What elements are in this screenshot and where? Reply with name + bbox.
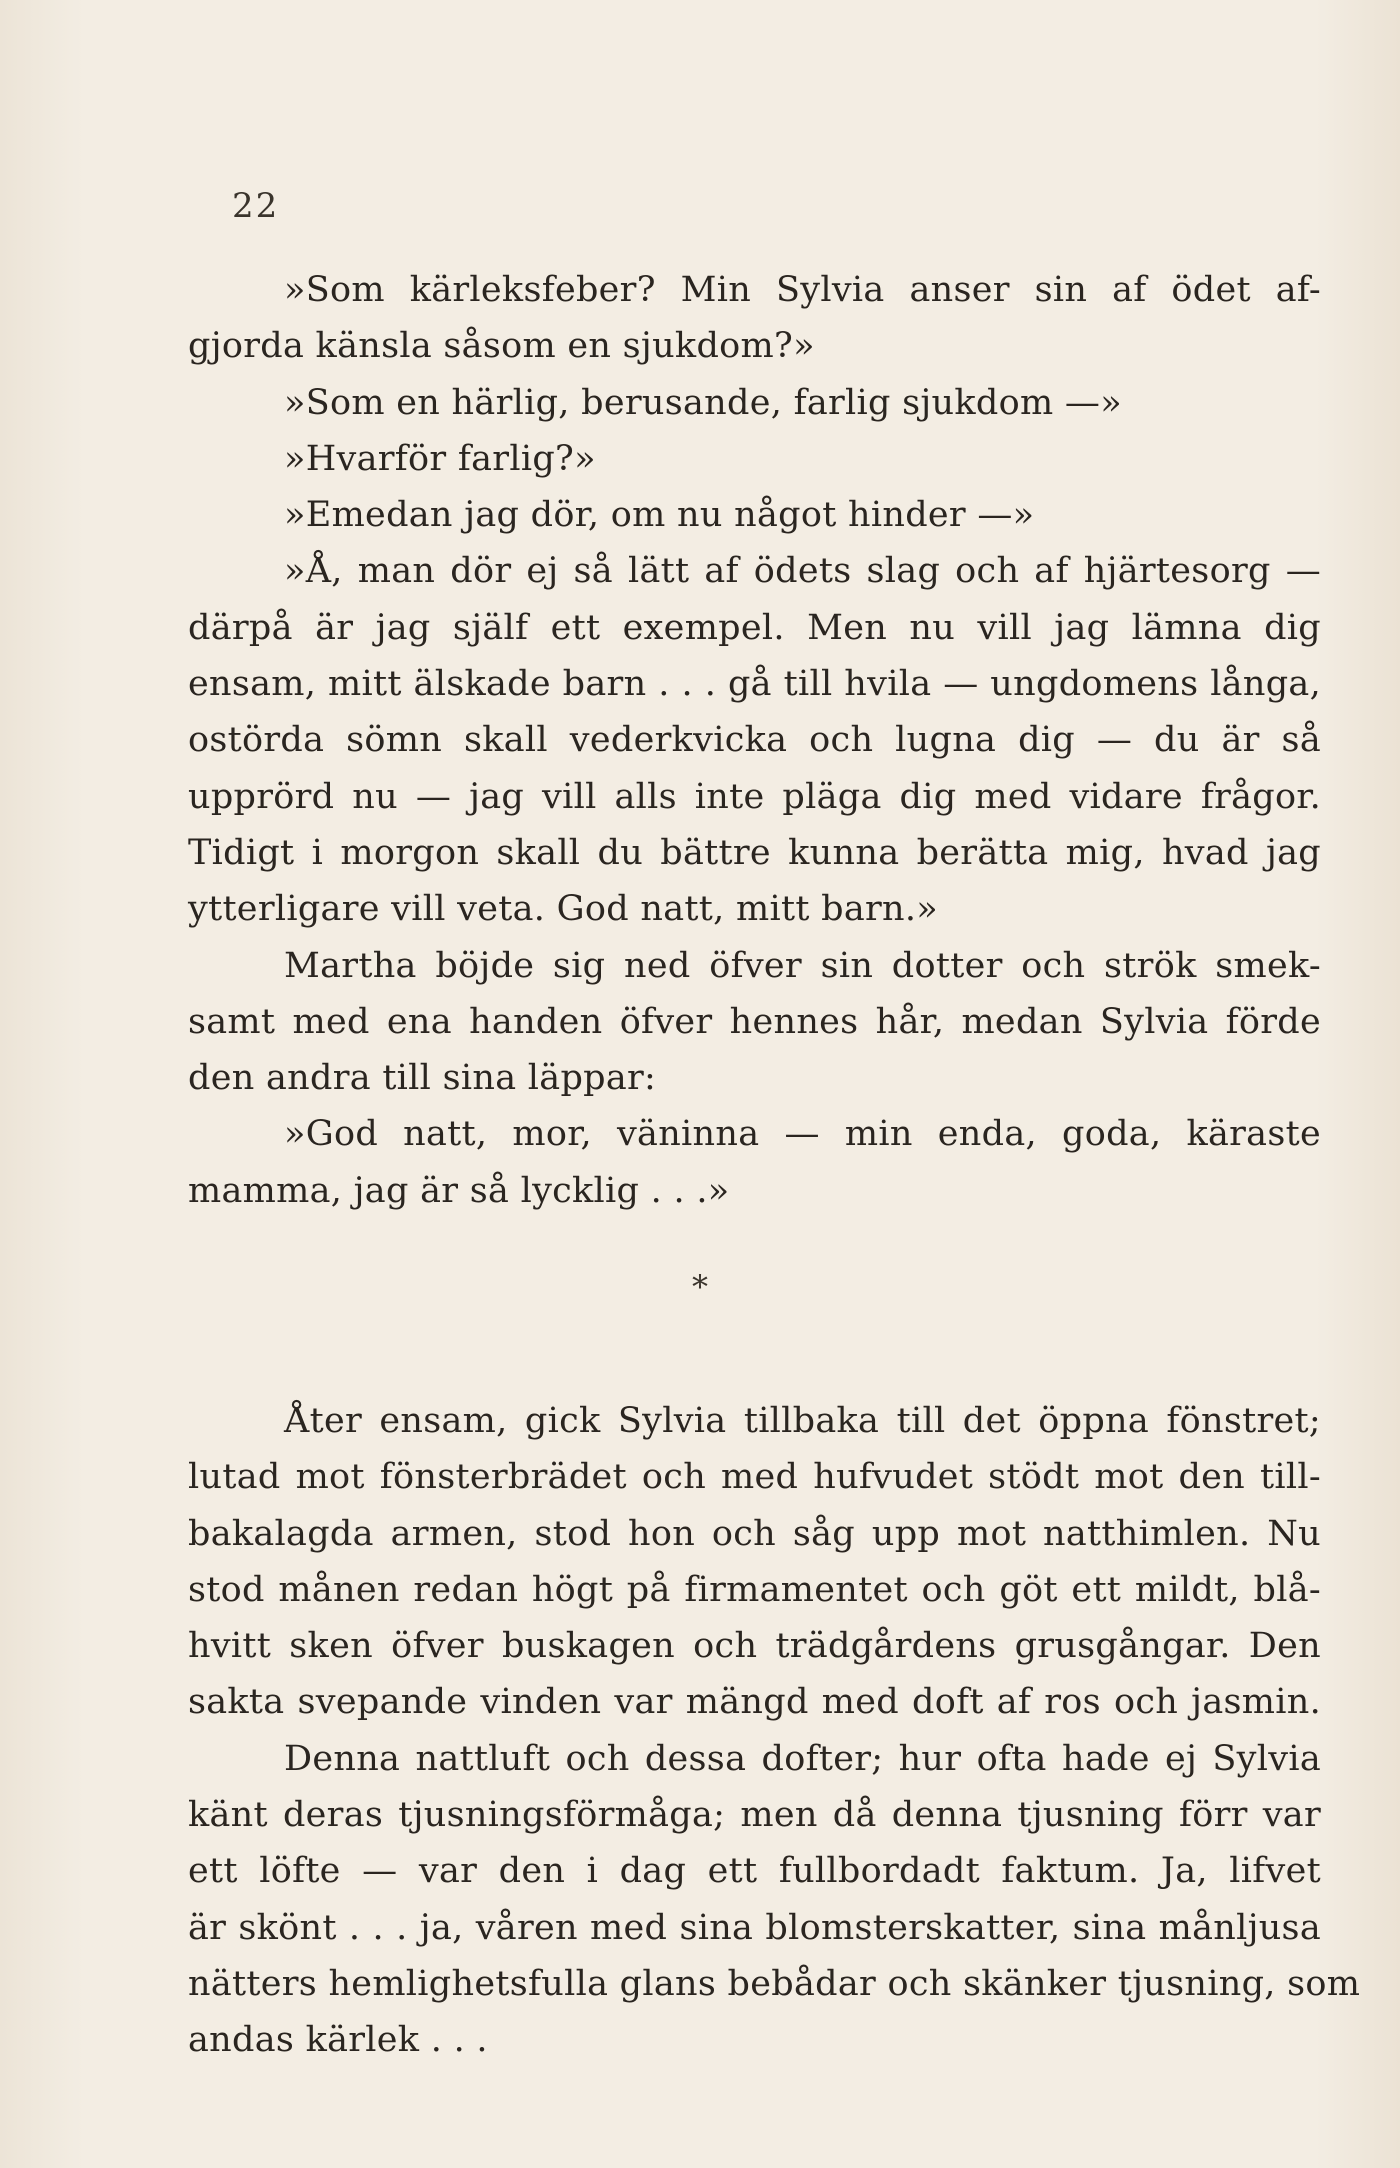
text-line: ensam, mitt älskade barn . . . gå till hvila — ungdomens långa,: [188, 664, 1321, 705]
text-line: Åter ensam, gick Sylvia tillbaka till det öppna fönstret;: [284, 1401, 1321, 1441]
text-line: »God natt, mor, väninna — min enda, goda, käraste: [284, 1114, 1321, 1155]
text-line: »Emedan jag dör, om nu något hinder —»: [284, 495, 1035, 536]
text-line: ytterligare vill veta. God natt, mitt barn.»: [188, 889, 938, 930]
text-line: Tidigt i morgon skall du bättre kunna berätta mig, hvad jag: [188, 832, 1321, 873]
text-line: Denna nattluft och dessa dofter; hur ofta hade ej Sylvia: [284, 1738, 1321, 1779]
text-line: »Som en härlig, berusande, farlig sjukdom —»: [284, 382, 1122, 423]
text-line: hvitt sken öfver buskagen och trädgårdens grusgångar. Den: [188, 1626, 1321, 1667]
text-line: nätters hemlighetsfulla glans bebådar och skänker tjusning, som: [188, 1963, 1361, 2004]
text-line: är skönt . . . ja, våren med sina blomsterskatter, sina månljusa: [188, 1907, 1321, 1948]
text-line: därpå är jag själf ett exempel. Men nu vill jag lämna dig: [188, 607, 1321, 648]
text-line: ett löfte — var den i dag ett fullbordadt faktum. Ja, lifvet: [188, 1851, 1321, 1892]
text-line: samt med ena handen öfver hennes hår, medan Sylvia förde: [188, 1001, 1321, 1042]
text-line: »Å, man dör ej så lätt af ödets slag och af hjärtesorg —: [284, 551, 1321, 592]
page-number: 22: [232, 186, 280, 226]
text-line: mamma, jag är så lycklig . . .»: [188, 1170, 730, 1211]
text-line: Martha böjde sig ned öfver sin dotter och strök smek-: [284, 945, 1321, 986]
text-line: »Hvarför farlig?»: [284, 438, 596, 479]
text-line: upprörd nu — jag vill alls inte pläga dig med vidare frågor.: [188, 776, 1321, 817]
text-line: stod månen redan högt på firmamentet och göt ett mildt, blå-: [188, 1569, 1321, 1610]
text-line: lutad mot fönsterbrädet och med hufvudet stödt mot den till-: [188, 1457, 1321, 1498]
text-line: andas kärlek . . .: [188, 2020, 488, 2061]
text-line: den andra till sina läppar:: [188, 1058, 657, 1099]
text-line: »Som kärleksfeber? Min Sylvia anser sin af ödet af-: [284, 270, 1321, 310]
text-line: sakta svepande vinden var mängd med doft af ros och jasmin.: [188, 1682, 1321, 1723]
text-line: gjorda känsla såsom en sjukdom?»: [188, 326, 815, 367]
text-section-dialogue: [188, 262, 1321, 1219]
text-section-narrative: [188, 1393, 1361, 2069]
text-line: känt deras tjusningsförmåga; men då denna tjusning förr var: [188, 1795, 1321, 1836]
section-separator: *: [692, 1268, 708, 1306]
text-line: bakalagda armen, stod hon och såg upp mot natthimlen. Nu: [188, 1513, 1321, 1554]
text-line: ostörda sömn skall vederkvicka och lugna dig — du är så: [188, 720, 1321, 761]
